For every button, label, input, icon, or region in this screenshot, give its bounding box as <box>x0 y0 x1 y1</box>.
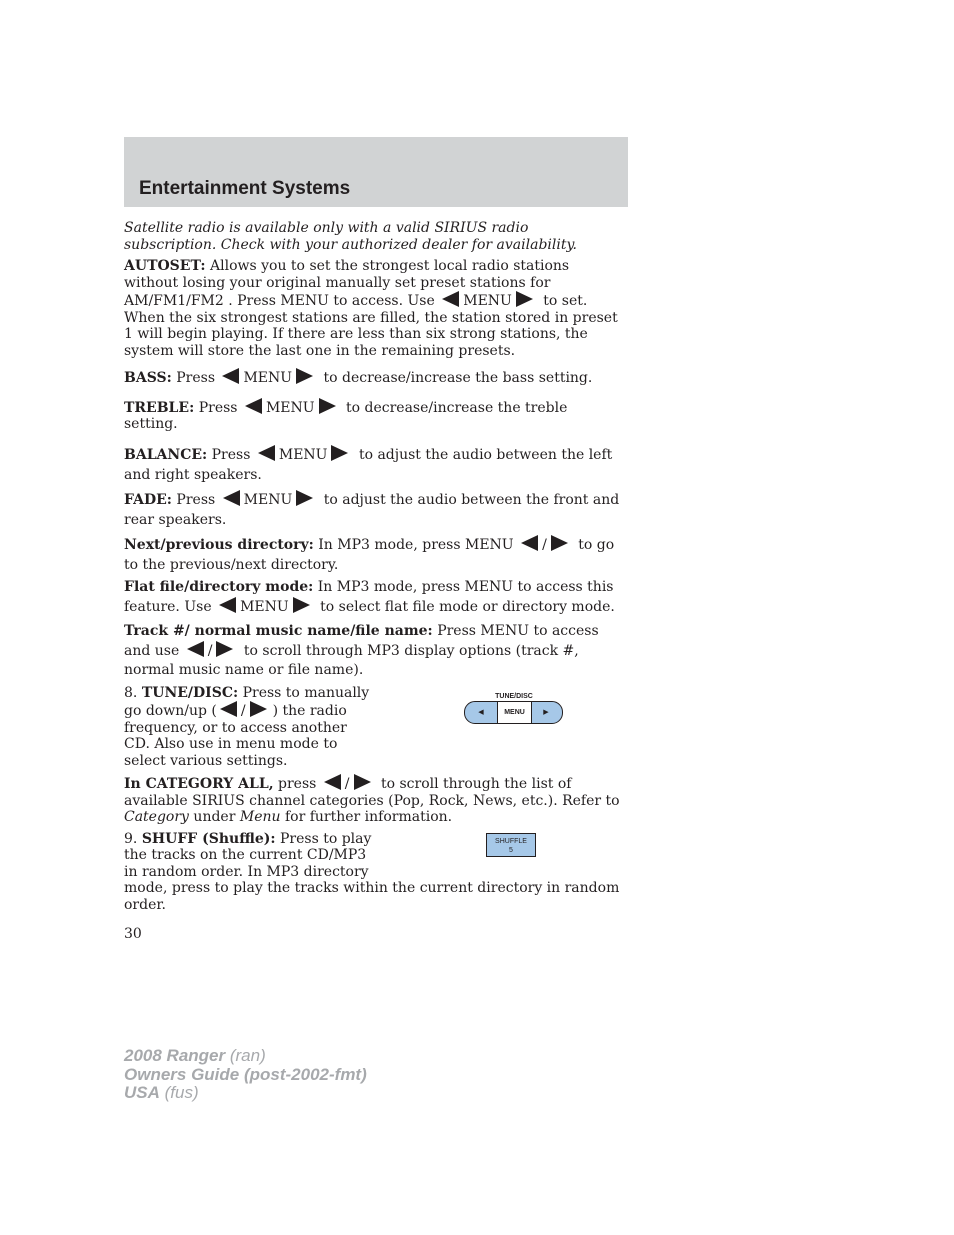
menu-word: MENU <box>265 399 315 416</box>
track-text: Press MENU to access and use <box>124 622 599 659</box>
category-text: to scroll through the list of available SIRIUS channel categories (Pop, Rock, News, etc.). Refer to <box>124 776 620 809</box>
balance-text: to adjust the audio between the left and right speakers. <box>124 446 613 483</box>
flat-file-paragraph <box>124 577 624 617</box>
footer-line-guide: Owners Guide (post-2002-fmt) <box>124 1064 367 1084</box>
menu-word: MENU <box>243 370 293 386</box>
flat-file-label: Flat file/directory mode: <box>124 578 314 595</box>
right-arrow-icon <box>319 398 336 414</box>
right-arrow-icon <box>216 641 233 657</box>
left-arrow-icon <box>219 597 236 613</box>
flat-file-text-after: to select flat file mode or directory mode. <box>320 598 615 615</box>
right-arrow-icon <box>296 490 313 506</box>
bass-label: BASS: <box>124 370 172 386</box>
next-previous-text: In MP3 mode, press MENU <box>318 536 514 553</box>
item-number: 8. <box>124 684 138 701</box>
autoset-details: When the six strongest stations are filled, the station stored in preset 1 will begin playing. If there are less than six strong stations, the system will store the last one in the remaining presets. <box>124 309 618 359</box>
tune-right-icon: ▶ <box>543 707 549 716</box>
shuffle-text-continued: mode, press to play the tracks within the current directory in random order. <box>124 880 620 913</box>
fade-paragraph <box>124 490 624 530</box>
treble-label: TREBLE: <box>124 399 195 416</box>
right-arrow-icon <box>354 774 371 790</box>
shuffle-text: Press to play the tracks on the current CD/MP3 in random order. In MP3 directory <box>124 830 372 880</box>
press-word: Press <box>211 446 251 463</box>
menu-button-label: MENU <box>497 702 532 723</box>
shuffle-section <box>124 831 624 914</box>
bass-paragraph <box>124 368 624 387</box>
left-arrow-icon <box>258 445 275 461</box>
left-arrow-icon <box>324 774 341 790</box>
right-arrow-icon <box>331 445 348 461</box>
tune-disc-section <box>124 685 624 770</box>
menu-word: MENU <box>240 598 289 615</box>
under-word: under <box>193 809 236 825</box>
left-arrow-icon <box>187 641 204 657</box>
right-arrow-icon <box>250 701 267 717</box>
treble-paragraph <box>124 398 624 433</box>
flat-file-text: In MP3 mode, press MENU to access this feature. Use <box>124 578 614 615</box>
next-previous-label: Next/previous directory: <box>124 536 314 553</box>
shuffle-button-number: 5 <box>509 846 513 854</box>
shuffle-button-label: SHUFFLE <box>495 837 527 845</box>
slash: / <box>542 536 547 553</box>
right-arrow-icon <box>293 597 310 613</box>
tune-left-icon: ◀ <box>478 707 484 716</box>
autoset-text-after: to set. <box>543 293 588 309</box>
next-previous-text-after: to go to the previous/next directory. <box>124 536 615 573</box>
track-paragraph <box>124 622 624 680</box>
track-text-after: to scroll through MP3 display options (track #, normal music name or file name). <box>124 642 579 678</box>
slash: / <box>207 642 213 659</box>
tune-disc-text: Press to manually go down/up ( <box>124 684 370 719</box>
slash: / <box>344 776 350 792</box>
left-arrow-icon <box>521 535 538 551</box>
menu-word: MENU <box>243 491 293 508</box>
press-word: Press <box>176 491 216 508</box>
tune-disc-paragraph <box>124 685 376 770</box>
page-number: 30 <box>124 926 142 942</box>
treble-text: to decrease/increase the treble setting. <box>124 399 568 432</box>
menu-word: MENU <box>278 446 328 463</box>
tune-disc-figure <box>464 689 564 729</box>
category-label: In CATEGORY ALL, <box>124 776 274 792</box>
category-paragraph <box>124 774 624 826</box>
next-previous-directory-paragraph <box>124 535 624 575</box>
press-word: Press <box>176 370 216 386</box>
tune-disc-control <box>464 701 563 724</box>
category-word: Category <box>124 809 189 825</box>
category-text-end: for further information. <box>284 809 453 825</box>
section-header-band <box>124 137 628 207</box>
left-arrow-icon <box>222 368 239 384</box>
footer-line-model: 2008 Ranger (ran) <box>124 1046 266 1065</box>
manual-content <box>124 220 624 913</box>
autoset-text: Allows you to set the strongest local radio stations without losing your original manually set preset stations for AM/FM1/FM2 . Press MENU to access. Use <box>124 258 570 309</box>
right-arrow-icon <box>516 291 533 307</box>
tune-disc-caption: TUNE/DISC <box>495 692 533 700</box>
menu-word: MENU <box>463 293 512 309</box>
balance-paragraph <box>124 445 624 485</box>
item-number: 9. <box>124 830 138 847</box>
right-arrow-icon <box>551 535 568 551</box>
shuffle-paragraph <box>124 831 376 881</box>
footer-line-market: USA (fus) <box>124 1083 199 1102</box>
shuffle-button-figure <box>486 833 536 857</box>
slash: / <box>240 703 246 719</box>
balance-label: BALANCE: <box>124 446 208 463</box>
satellite-note: Satellite radio is available only with a valid SIRIUS radio subscription. Check with your authorized dealer for availability. <box>124 220 577 253</box>
fade-text: to adjust the audio between the front and rear speakers. <box>124 491 620 528</box>
menu-italic-word: Menu <box>239 809 281 825</box>
track-label: Track #/ normal music name/file name: <box>124 622 433 639</box>
right-arrow-icon <box>296 368 313 384</box>
press-word: Press <box>198 399 238 416</box>
tune-disc-text-after: ) the radio frequency, or to access another CD. Also use in menu mode to select various settings. <box>124 703 347 769</box>
press-word: press <box>278 776 317 792</box>
document-footer <box>124 1047 367 1103</box>
shuffle-label: SHUFF (Shuffle): <box>141 830 276 847</box>
fade-label: FADE: <box>124 491 172 508</box>
left-arrow-icon <box>245 398 262 414</box>
left-arrow-icon <box>442 291 459 307</box>
autoset-paragraph <box>124 258 624 310</box>
section-title: Entertainment Systems <box>139 178 351 199</box>
autoset-label: AUTOSET: <box>124 258 206 274</box>
bass-text: to decrease/increase the bass setting. <box>323 370 593 386</box>
left-arrow-icon <box>220 701 237 717</box>
tune-disc-label: TUNE/DISC: <box>141 684 239 701</box>
left-arrow-icon <box>223 490 240 506</box>
